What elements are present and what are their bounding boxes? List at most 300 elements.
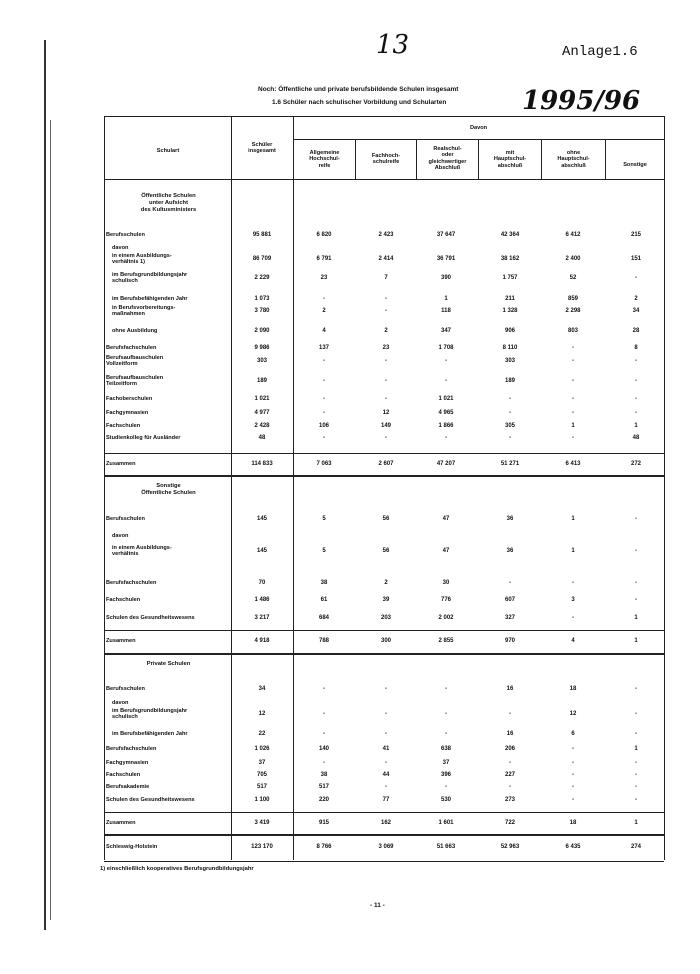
table-row [0,545,700,558]
row-value-col-4: - [445,784,447,790]
row-value-col-1: 145 [256,548,267,554]
row-value-col-3: 41 [382,746,390,752]
table-row [0,410,700,420]
row-value-col-3: 39 [382,597,390,603]
row-value-col-6: 803 [567,328,578,334]
row-label: ohne Ausbildung [112,328,158,334]
row-value-col-2: 106 [318,423,329,429]
table-row [0,375,700,388]
row-value-col-1: 34 [258,686,266,692]
row-value-col-5: 607 [504,597,515,603]
row-label: Fachschulen [106,423,141,429]
row-value-col-2: 61 [320,597,328,603]
table-row [0,797,700,807]
row-label: Zusammen [106,820,136,826]
row-value-col-7: - [635,772,637,778]
row-value-col-7: - [635,760,637,766]
header-schulart: Schulart [156,148,180,154]
row-value-col-3: 3 069 [378,844,394,850]
table-row [0,461,700,471]
row-value-col-7: 48 [632,435,640,441]
table-subtitle: 1.6 Schüler nach schulischer Vorbildung und Schularten [272,99,447,106]
row-label: Schulen des Gesundheitswesens [106,797,195,803]
row-value-col-5: 51 271 [500,461,520,467]
row-value-col-7: 1 [634,746,638,752]
row-value-col-6: 859 [567,296,578,302]
row-value-col-2: - [323,410,325,416]
row-value-col-7: 215 [630,232,641,238]
annex-label: Anlage1.6 [562,44,638,60]
row-value-col-5: 1 328 [502,308,518,314]
row-value-col-4: - [445,711,447,717]
row-label: im Berufsbefähigenden Jahr [112,296,188,302]
row-value-col-7: - [635,580,637,586]
row-value-col-5: - [509,760,511,766]
row-value-col-7: - [635,358,637,364]
row-value-col-5: 52 963 [500,844,520,850]
row-value-col-1: 2 428 [254,423,270,429]
row-label: Zusammen [106,638,136,644]
row-value-col-3: - [385,358,387,364]
row-value-col-1: 9 986 [254,345,270,351]
row-value-col-2: 7 063 [316,461,332,467]
row-value-col-6: 6 [571,731,575,737]
row-value-col-2: 38 [320,580,328,586]
table-title: Noch: Öffentliche und private berufsbildende Schulen insgesamt [258,86,459,93]
row-value-col-7: 1 [634,638,638,644]
row-value-col-2: 23 [320,275,328,281]
table-row [0,253,700,266]
row-value-col-6: 18 [569,686,577,692]
table-row [0,423,700,433]
row-value-col-3: - [385,308,387,314]
row-value-col-3: 2 414 [378,256,394,262]
row-value-col-1: 2 229 [254,275,270,281]
row-value-col-7: 1 [634,615,638,621]
row-label: Fachgymnasien [106,410,149,416]
row-separator [104,812,664,813]
row-value-col-6: 1 [571,423,575,429]
table-row [0,686,700,696]
row-label: Berufsfachschulen [106,746,157,752]
row-value-col-5: 16 [506,686,514,692]
row-value-col-4: 47 207 [436,461,456,467]
table-row [0,638,700,648]
row-value-col-2: 6 791 [316,256,332,262]
row-value-col-2: 517 [318,784,329,790]
row-value-col-3: 44 [382,772,390,778]
table-row [0,746,700,756]
row-label: Berufsfachschulen [106,345,157,351]
row-value-col-7: - [635,597,637,603]
row-value-col-1: 4 977 [254,410,270,416]
row-value-col-3: - [385,784,387,790]
row-value-col-7: - [635,410,637,416]
row-value-col-2: - [323,760,325,766]
row-value-col-3: 149 [380,423,391,429]
row-value-col-2: 684 [318,615,329,621]
row-value-col-5: - [509,580,511,586]
row-value-col-6: - [572,358,574,364]
row-label: Berufsaufbauschulen Teilzeitform [106,375,164,388]
table-row [0,245,700,255]
row-label: in einem Ausbildungs- verhältnis [112,545,172,558]
section-separator [104,653,664,655]
row-value-col-1: 1 486 [254,597,270,603]
row-value-col-2: 137 [318,345,329,351]
row-value-col-1: 4 918 [254,638,270,644]
row-value-col-6: 1 [571,516,575,522]
row-value-col-1: 3 217 [254,615,270,621]
row-value-col-2: - [323,731,325,737]
row-label: in einem Ausbildungs- verhältnis 1) [112,253,172,266]
row-value-col-5: - [509,396,511,402]
header-col-2: Fachhoch- schulreife [371,153,401,166]
row-value-col-1: 3 780 [254,308,270,314]
row-value-col-5: - [509,410,511,416]
row-value-col-6: - [572,435,574,441]
section-private: Private Schulen [146,661,191,667]
row-value-col-4: 1 [444,296,448,302]
row-value-col-3: 77 [382,797,390,803]
row-value-col-7: - [635,396,637,402]
row-value-col-4: 1 601 [438,820,454,826]
row-value-col-3: 2 [384,328,388,334]
row-value-col-5: 36 [506,516,514,522]
row-value-col-3: 2 [384,580,388,586]
row-label: Zusammen [106,461,136,467]
table-row [0,345,700,355]
row-value-col-1: 1 073 [254,296,270,302]
table-row [0,731,700,741]
row-value-col-6: - [572,378,574,384]
row-value-col-6: 4 [571,638,575,644]
row-value-col-1: 70 [258,580,266,586]
row-label: davon [112,533,129,539]
row-value-col-2: 220 [318,797,329,803]
row-value-col-5: 906 [504,328,515,334]
row-value-col-1: 1 100 [254,797,270,803]
row-value-col-4: 530 [440,797,451,803]
row-value-col-2: 5 [322,548,326,554]
table-row [0,844,700,854]
header-schueler: Schüler insgesamt [248,142,276,155]
header-col-5: ohne Hauptschul- abschluß [557,150,590,169]
table-row [0,396,700,406]
row-value-col-6: - [572,615,574,621]
row-value-col-5: 42 364 [500,232,520,238]
subheader-border [605,140,606,180]
row-separator [104,453,664,454]
handwritten-year: 1995/96 [522,86,641,116]
row-value-col-6: - [572,410,574,416]
row-label: Berufsakademie [106,784,150,790]
row-value-col-4: - [445,686,447,692]
row-value-col-1: 95 881 [252,232,272,238]
row-value-col-7: 151 [630,256,641,262]
row-value-col-6: 2 298 [565,308,581,314]
section-separator [104,834,664,836]
row-value-col-7: - [635,797,637,803]
row-value-col-7: - [635,378,637,384]
row-value-col-5: - [509,711,511,717]
row-value-col-6: - [572,784,574,790]
row-value-col-1: 37 [258,760,266,766]
row-value-col-5: 8 110 [502,345,518,351]
row-value-col-5: 970 [504,638,515,644]
row-value-col-2: - [323,396,325,402]
row-value-col-6: 6 435 [565,844,581,850]
table-row [0,597,700,607]
table-row [0,232,700,242]
row-value-col-2: 4 [322,328,326,334]
row-label: Berufsaufbauschulen Vollzeitform [106,355,164,368]
row-value-col-7: - [635,731,637,737]
row-value-col-5: 273 [504,797,515,803]
row-value-col-6: 3 [571,597,575,603]
table-row [0,296,700,306]
row-value-col-4: 776 [440,597,451,603]
row-value-col-7: 1 [634,820,638,826]
page-number: - 11 - [370,902,385,909]
row-label: Fachoberschulen [106,396,153,402]
row-value-col-4: 1 866 [438,423,454,429]
row-value-col-7: 34 [632,308,640,314]
row-value-col-4: - [445,378,447,384]
row-value-col-7: 1 [634,423,638,429]
row-value-col-2: - [323,378,325,384]
row-value-col-7: - [635,548,637,554]
row-value-col-4: - [445,731,447,737]
row-value-col-3: 300 [380,638,391,644]
row-value-col-7: - [635,784,637,790]
row-value-col-4: 638 [440,746,451,752]
table-row [0,328,700,338]
table-row [0,784,700,794]
row-value-col-2: - [323,435,325,441]
row-value-col-2: - [323,296,325,302]
row-value-col-5: 211 [505,296,515,302]
row-value-col-6: - [572,396,574,402]
row-value-col-6: - [572,345,574,351]
table-row [0,700,700,710]
row-value-col-2: 38 [320,772,328,778]
row-value-col-4: 2 002 [438,615,454,621]
row-value-col-3: - [385,435,387,441]
row-value-col-5: 1 757 [502,275,518,281]
row-value-col-5: - [509,435,511,441]
row-label: Berufsschulen [106,232,145,238]
table-row [0,772,700,782]
row-value-col-7: - [635,516,637,522]
table-row [0,435,700,445]
row-separator [104,630,664,631]
row-value-col-4: 390 [440,275,451,281]
row-value-col-4: 47 [442,516,450,522]
section-separator [104,475,664,477]
row-value-col-4: 4 965 [438,410,454,416]
row-value-col-2: - [323,711,325,717]
row-value-col-3: - [385,378,387,384]
table-row [0,760,700,770]
row-value-col-4: 51 663 [436,844,456,850]
row-value-col-4: 47 [442,548,450,554]
row-value-col-4: 37 647 [436,232,456,238]
row-value-col-1: 48 [258,435,266,441]
row-value-col-7: 8 [634,345,638,351]
row-label: im Berufsgrundbildungsjahr schulisch [112,272,188,285]
row-value-col-6: 6 412 [565,232,581,238]
row-value-col-3: - [385,686,387,692]
row-value-col-6: 12 [569,711,577,717]
row-value-col-3: - [385,711,387,717]
row-label: Fachgymnasien [106,760,149,766]
row-value-col-7: - [635,711,637,717]
handwritten-page-number: 13 [376,30,410,60]
row-value-col-3: 2 423 [378,232,394,238]
table-row [0,272,700,285]
row-value-col-1: 1 026 [254,746,270,752]
row-value-col-1: 303 [256,358,267,364]
row-value-col-3: 2 607 [378,461,394,467]
row-label: Fachschulen [106,597,141,603]
row-value-col-3: 7 [384,275,388,281]
row-value-col-7: - [635,686,637,692]
row-value-col-5: 227 [504,772,515,778]
row-value-col-6: - [572,580,574,586]
row-value-col-7: 272 [630,461,641,467]
table-row [0,533,700,543]
row-value-col-3: 162 [380,820,391,826]
table-row [0,580,700,590]
row-value-col-4: 118 [441,308,451,314]
row-value-col-5: - [509,784,511,790]
row-value-col-5: 305 [504,423,515,429]
header-davon: Davon [469,125,488,131]
header-col-6: Sonstige [623,162,647,168]
row-value-col-3: 12 [382,410,390,416]
row-label: Berufsfachschulen [106,580,157,586]
footnote: 1) einschließlich kooperatives Berufsgrundbildungsjahr [100,866,254,872]
row-value-col-4: 396 [440,772,451,778]
table-row [0,708,700,721]
row-value-col-1: 517 [256,784,267,790]
row-value-col-6: 52 [569,275,577,281]
row-value-col-3: - [385,296,387,302]
row-value-col-5: 303 [504,358,515,364]
row-value-col-3: 56 [382,548,390,554]
row-label: in Berufsvorbereitungs- maßnahmen [112,305,176,318]
table-row [0,355,700,368]
row-value-col-3: - [385,396,387,402]
row-value-col-2: 2 [322,308,326,314]
row-value-col-1: 12 [258,711,266,717]
row-value-col-2: - [323,358,325,364]
row-value-col-4: - [445,435,447,441]
row-value-col-6: - [572,772,574,778]
row-value-col-7: 2 [634,296,638,302]
row-value-col-5: 327 [504,615,515,621]
row-value-col-5: 38 162 [500,256,520,262]
row-value-col-4: 2 855 [438,638,454,644]
row-value-col-4: 1 708 [438,345,454,351]
row-value-col-2: 140 [318,746,329,752]
row-value-col-5: 722 [504,820,515,826]
row-value-col-2: 5 [322,516,326,522]
row-label: Berufsschulen [106,516,145,522]
row-value-col-6: 6 413 [565,461,581,467]
row-value-col-2: 6 820 [316,232,332,238]
row-value-col-1: 3 419 [254,820,270,826]
row-label: Studienkolleg für Ausländer [106,435,181,441]
row-value-col-3: 203 [380,615,391,621]
row-value-col-1: 2 090 [254,328,270,334]
row-value-col-3: 56 [382,516,390,522]
row-value-col-5: 206 [504,746,515,752]
row-label: Schleswig-Holstein [106,844,158,850]
row-label: im Berufsgrundbildungsjahr schulisch [112,708,188,721]
row-value-col-7: 28 [632,328,640,334]
row-label: Schulen des Gesundheitswesens [106,615,195,621]
row-value-col-1: 114 833 [251,461,273,467]
row-value-col-4: 1 021 [438,396,454,402]
row-value-col-6: 18 [569,820,577,826]
row-value-col-4: 37 [442,760,450,766]
row-value-col-7: 274 [630,844,641,850]
row-value-col-5: 16 [506,731,514,737]
table-row [0,615,700,625]
row-value-col-3: - [385,760,387,766]
row-value-col-6: - [572,746,574,752]
row-label: davon [112,245,129,251]
row-value-col-1: 189 [256,378,267,384]
row-value-col-7: - [635,275,637,281]
row-value-col-2: 915 [318,820,329,826]
row-value-col-4: - [445,358,447,364]
row-value-col-1: 22 [258,731,266,737]
row-value-col-1: 145 [256,516,267,522]
row-label: Berufsschulen [106,686,145,692]
section-sonstige: Sonstige Öffentliche Schulen [141,483,196,496]
header-bottom-line [104,179,664,180]
row-value-col-1: 123 170 [251,844,273,850]
row-value-col-6: - [572,797,574,803]
row-value-col-2: - [323,686,325,692]
table-row [0,516,700,526]
header-col-3: Realschul- oder gleichwertiger Abschluß [428,146,467,172]
table-row [0,305,700,318]
row-value-col-5: 189 [504,378,515,384]
row-label: davon [112,700,129,706]
section-oeffentlich: Öffentliche Schulen unter Aufsicht des Kultusministers [140,193,197,213]
row-value-col-6: 1 [571,548,575,554]
row-label: im Berufsbefähigenden Jahr [112,731,188,737]
table-row [0,820,700,830]
row-value-col-2: 788 [318,638,329,644]
row-value-col-4: 36 791 [436,256,456,262]
row-value-col-4: 30 [442,580,450,586]
row-value-col-6: - [572,760,574,766]
header-col-1: Allgemeine Hochschul- reife [309,150,340,169]
row-value-col-1: 705 [256,772,267,778]
row-value-col-6: 2 400 [565,256,581,262]
row-label: Fachschulen [106,772,141,778]
row-value-col-3: - [385,731,387,737]
row-value-col-1: 1 021 [254,396,270,402]
header-col-4: mit Hauptschul- abschluß [493,150,527,169]
row-value-col-3: 23 [382,345,390,351]
row-value-col-5: 36 [506,548,514,554]
